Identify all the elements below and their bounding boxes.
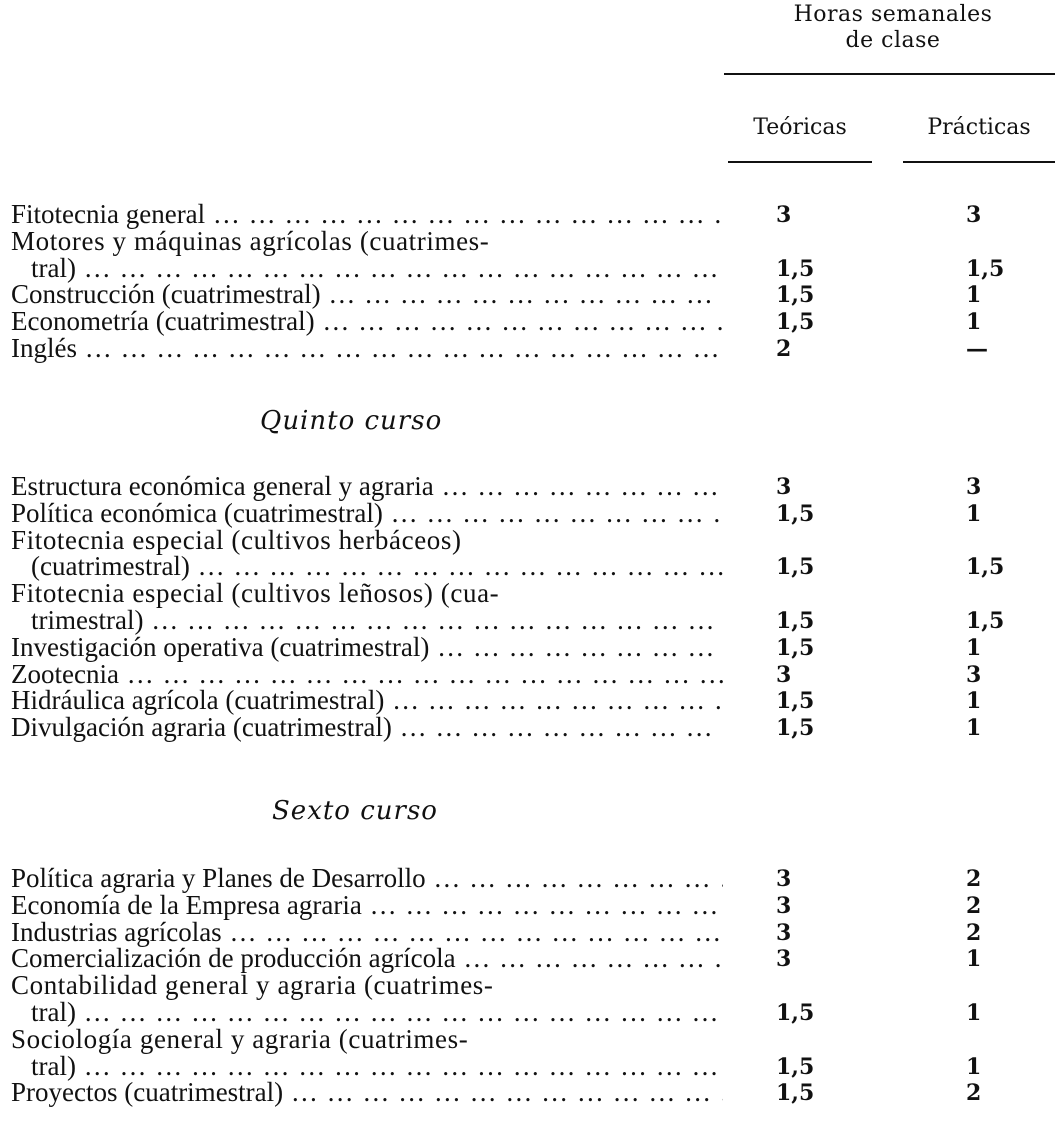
table-row (11, 1078, 1051, 1107)
header-line-2: de clase (845, 28, 941, 53)
course-name: Política agraria y Planes de Desarrollo … … … … … … … … … … … … … … … … … … … … … … … … … … … … … … … … … … … … (11, 864, 723, 893)
table-row (11, 499, 1051, 528)
table-row (11, 686, 1051, 715)
course-name: Industrias agrícolas … … … … … … … … … … … … … … … … … … … … … … … … … … … … … … … … … … … … (11, 918, 723, 947)
teoricas-hours: 3 (776, 202, 792, 228)
course-name: Fitotecnia especial (cultivos herbáceos) (11, 525, 462, 555)
course-name: Construcción (cuatrimestral) … … … … … … … … … … … … … … … … … … … … … … … … … … … … … … … … … … … … (11, 280, 723, 309)
practicas-hours: 3 (966, 474, 982, 500)
practicas-hours: 3 (966, 202, 982, 228)
teoricas-hours: 3 (776, 892, 792, 919)
teoricas-hours: 3 (776, 474, 792, 500)
practicas-hours: 1 (966, 688, 982, 715)
practicas-hours: 2 (966, 919, 982, 946)
teoricas-hours: 3 (776, 661, 792, 688)
teoricas-hours: 1,5 (776, 1000, 815, 1026)
practicas-hours: 1 (966, 634, 982, 661)
course-name: trimestral) … … … … … … … … … … … … … … … … … … … … … … … … … … … … … … … … … … … … (31, 606, 723, 635)
course-name: Política económica (cuatrimestral) … … … … … … … … … … … … … … … … … … … … … … … … … … … … … … … … … … … … (11, 499, 723, 528)
course-name: Investigación operativa (cuatrimestral) … … … … … … … … … … … … … … … … … … … … … … … … … … … … … … … … … … … … (11, 633, 723, 662)
table-row (11, 227, 1051, 256)
header-rule (724, 73, 1055, 75)
table-row (11, 713, 1051, 742)
practicas-hours: 1,5 (966, 255, 1005, 282)
table-row (11, 971, 1051, 1000)
table-row (11, 254, 1051, 283)
course-name: Contabilidad general y agraria (cuatrimes- (11, 971, 494, 1001)
teoricas-hours: 1,5 (776, 255, 815, 282)
practicas-hours: 1 (966, 1000, 982, 1026)
practicas-hours: — (966, 336, 988, 362)
section-title: Sexto curso (272, 796, 438, 826)
practicas-hours: 1 (966, 715, 982, 742)
table-row (11, 891, 1051, 920)
teoricas-hours: 1,5 (776, 1080, 815, 1107)
table-row (11, 1052, 1051, 1081)
teoricas-hours: 1,5 (776, 715, 815, 742)
practicas-hours: 2 (966, 892, 982, 919)
teoricas-hours: 1,5 (776, 282, 815, 309)
table-row (11, 552, 1051, 581)
course-name: Zootecnia … … … … … … … … … … … … … … … … … … … … … … … … … … … … … … … … … … … … (11, 660, 723, 689)
header-line-1: Horas semanales (793, 2, 993, 27)
teoricas-hours: 1,5 (776, 500, 815, 527)
teoricas-hours: 1,5 (776, 309, 815, 336)
practicas-hours: 3 (966, 661, 982, 688)
teoricas-rule (728, 161, 872, 163)
table-row (11, 200, 1051, 229)
course-name: Sociología general y agraria (cuatrimes- (11, 1024, 469, 1054)
practicas-hours: 1 (966, 282, 982, 309)
teoricas-hours: 3 (776, 919, 792, 946)
column-header-teoricas: Teóricas (753, 115, 847, 140)
practicas-hours: 1 (966, 946, 982, 973)
course-name: Estructura económica general y agraria … … … … … … … … … … … … … … … … … … … … … … … … … … … … … … … … … … … … (11, 472, 723, 501)
teoricas-hours: 1,5 (776, 634, 815, 661)
course-name: Fitotecnia especial (cultivos leñosos) (cua- (11, 579, 500, 609)
course-name: Comercialización de producción agrícola … … … … … … … … … … … … … … … … … … … … … … … … … … … … … … … … … … … … (11, 944, 723, 973)
table-row (11, 998, 1051, 1027)
table-row (11, 1025, 1051, 1054)
practicas-hours: 1 (966, 1053, 982, 1080)
teoricas-hours: 3 (776, 866, 792, 892)
table-row (11, 307, 1051, 336)
teoricas-hours: 1,5 (776, 1053, 815, 1080)
course-name: Econometría (cuatrimestral) … … … … … … … … … … … … … … … … … … … … … … … … … … … … … … … … … … … … (11, 307, 723, 336)
teoricas-hours: 1,5 (776, 688, 815, 715)
teoricas-hours: 2 (776, 336, 792, 362)
practicas-hours: 1 (966, 309, 982, 336)
table-row (11, 334, 1051, 363)
section-title: Quinto curso (260, 406, 443, 436)
course-name: Motores y máquinas agrícolas (cuatrimes- (11, 226, 490, 256)
table-row (11, 606, 1051, 635)
course-name: (cuatrimestral) … … … … … … … … … … … … … … … … … … … … … … … … … … … … … … … … … … … … (31, 552, 723, 581)
practicas-hours: 1,5 (966, 608, 1005, 634)
table-row (11, 918, 1051, 947)
table-row (11, 579, 1051, 608)
course-name: Divulgación agraria (cuatrimestral) … … … … … … … … … … … … … … … … … … … … … … … … … … … … … … … … … … … … (11, 713, 723, 742)
course-name: tral) … … … … … … … … … … … … … … … … … … … … … … … … … … … … … … … … … … … … (31, 254, 723, 283)
table-row (11, 280, 1051, 309)
practicas-hours: 2 (966, 866, 982, 892)
practicas-hours: 1,5 (966, 554, 1005, 581)
table-row (11, 944, 1051, 973)
course-name: Economía de la Empresa agraria … … … … … … … … … … … … … … … … … … … … … … … … … … … … … … … … … … … … (11, 891, 723, 920)
table-header-group (740, 2, 1046, 54)
table-row (11, 472, 1051, 501)
table-row (11, 864, 1051, 893)
practicas-hours: 1 (966, 500, 982, 527)
teoricas-hours: 1,5 (776, 554, 815, 581)
table-row (11, 660, 1051, 689)
table-row (11, 633, 1051, 662)
course-name: Inglés … … … … … … … … … … … … … … … … … … … … … … … … … … … … … … … … … … … … (11, 334, 723, 363)
course-name: tral) … … … … … … … … … … … … … … … … … … … … … … … … … … … … … … … … … … … … (31, 1052, 723, 1081)
table-row (11, 526, 1051, 555)
teoricas-hours: 1,5 (776, 608, 815, 634)
course-name: Proyectos (cuatrimestral) … … … … … … … … … … … … … … … … … … … … … … … … … … … … … … … … … … … … (11, 1078, 723, 1107)
practicas-hours: 2 (966, 1080, 982, 1107)
column-header-practicas: Prácticas (927, 115, 1031, 140)
course-name: Fitotecnia general … … … … … … … … … … … … … … … … … … … … … … … … … … … … … … … … … … … … (11, 200, 723, 229)
teoricas-hours: 3 (776, 946, 792, 973)
course-name: Hidráulica agrícola (cuatrimestral) … … … … … … … … … … … … … … … … … … … … … … … … … … … … … … … … … … … … (11, 686, 723, 715)
practicas-rule (903, 161, 1055, 163)
course-name: tral) … … … … … … … … … … … … … … … … … … … … … … … … … … … … … … … … … … … … (31, 998, 723, 1027)
